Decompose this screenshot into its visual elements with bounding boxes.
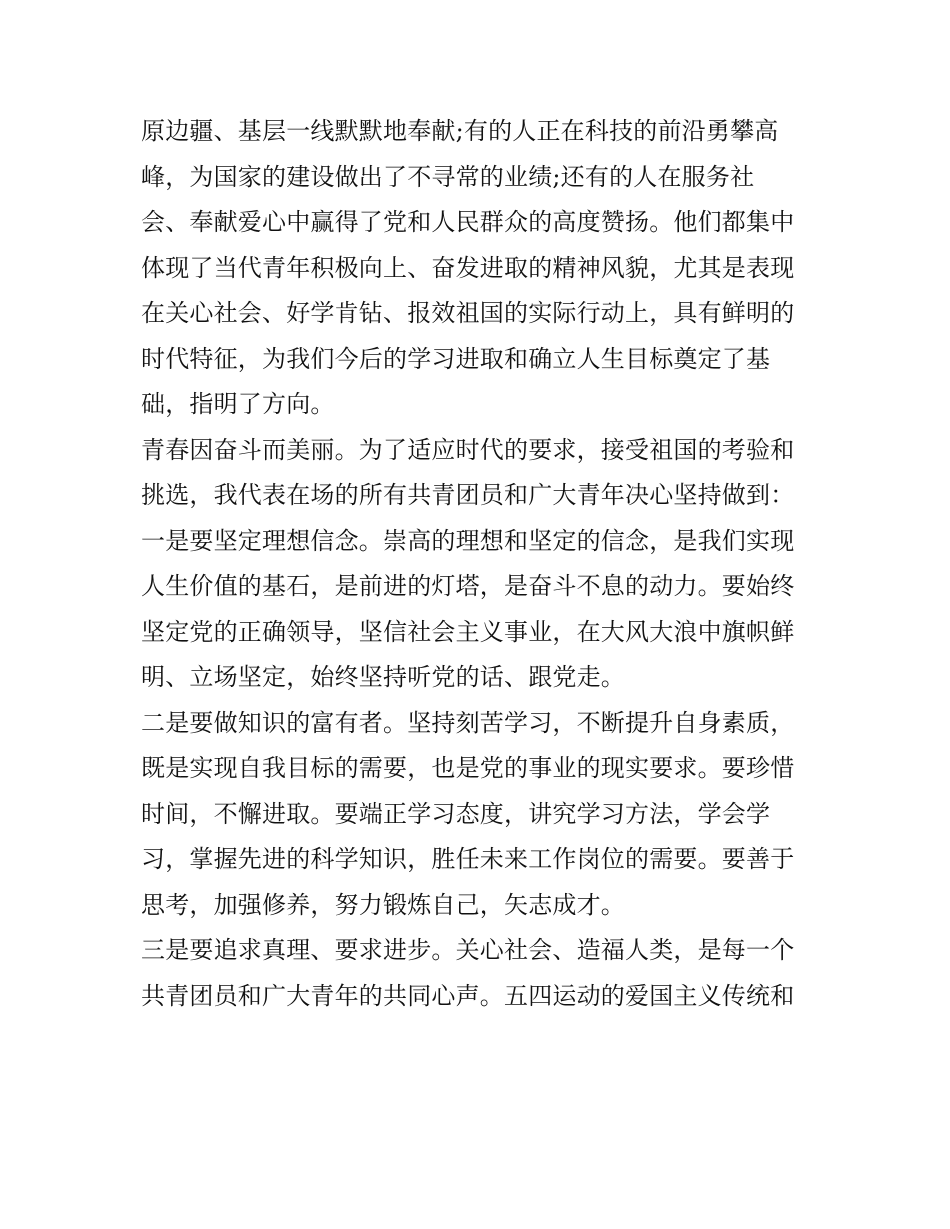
text-line: 青春因奋斗而美丽。为了适应时代的要求，接受祖国的考验和 bbox=[141, 435, 795, 464]
text-line: 峰，为国家的建设做出了不寻常的业绩;还有的人在服务社 bbox=[141, 162, 755, 191]
text-line: 时代特征，为我们今后的学习进取和确立人生目标奠定了基 bbox=[141, 344, 771, 373]
text-line: 一是要坚定理想信念。崇高的理想和坚定的信念，是我们实现 bbox=[141, 526, 795, 555]
text-line: 会、奉献爱心中赢得了党和人民群众的高度赞扬。他们都集中 bbox=[141, 208, 795, 236]
text-line: 原边疆、基层一线默默地奉献;有的人正在科技的前沿勇攀高 bbox=[141, 117, 779, 145]
text-line: 共青团员和广大青年的共同心声。五四运动的爱国主义传统和 bbox=[141, 981, 795, 1010]
text-line: 础，指明了方向。 bbox=[141, 390, 335, 418]
body-text bbox=[141, 109, 821, 1019]
text-line: 三是要追求真理、要求进步。关心社会、造福人类，是每一个 bbox=[141, 936, 795, 964]
text-line: 思考，加强修养，努力锻炼自己，矢志成才。 bbox=[141, 890, 625, 919]
text-line: 明、立场坚定，始终坚持听党的话、跟党走。 bbox=[141, 663, 625, 691]
text-line: 人生价值的基石，是前进的灯塔，是奋斗不息的动力。要始终 bbox=[141, 572, 795, 600]
text-line: 既是实现自我目标的需要，也是党的事业的现实要求。要珍惜 bbox=[141, 754, 795, 782]
text-line: 二是要做知识的富有者。坚持刻苦学习，不断提升自身素质， bbox=[141, 708, 795, 737]
text-line: 习，掌握先进的科学知识，胜任未来工作岗位的需要。要善于 bbox=[141, 845, 795, 873]
text-line: 时间，不懈进取。要端正学习态度，讲究学习方法，学会学 bbox=[141, 799, 771, 828]
text-line: 挑选，我代表在场的所有共青团员和广大青年决心坚持做到： bbox=[141, 481, 795, 509]
text-line: 坚定党的正确领导，坚信社会主义事业，在大风大浪中旗帜鲜 bbox=[141, 617, 795, 646]
text-line: 体现了当代青年积极向上、奋发进取的精神风貌，尤其是表现 bbox=[141, 253, 795, 282]
text-line: 在关心社会、好学肯钻、报效祖国的实际行动上，具有鲜明的 bbox=[141, 299, 795, 327]
